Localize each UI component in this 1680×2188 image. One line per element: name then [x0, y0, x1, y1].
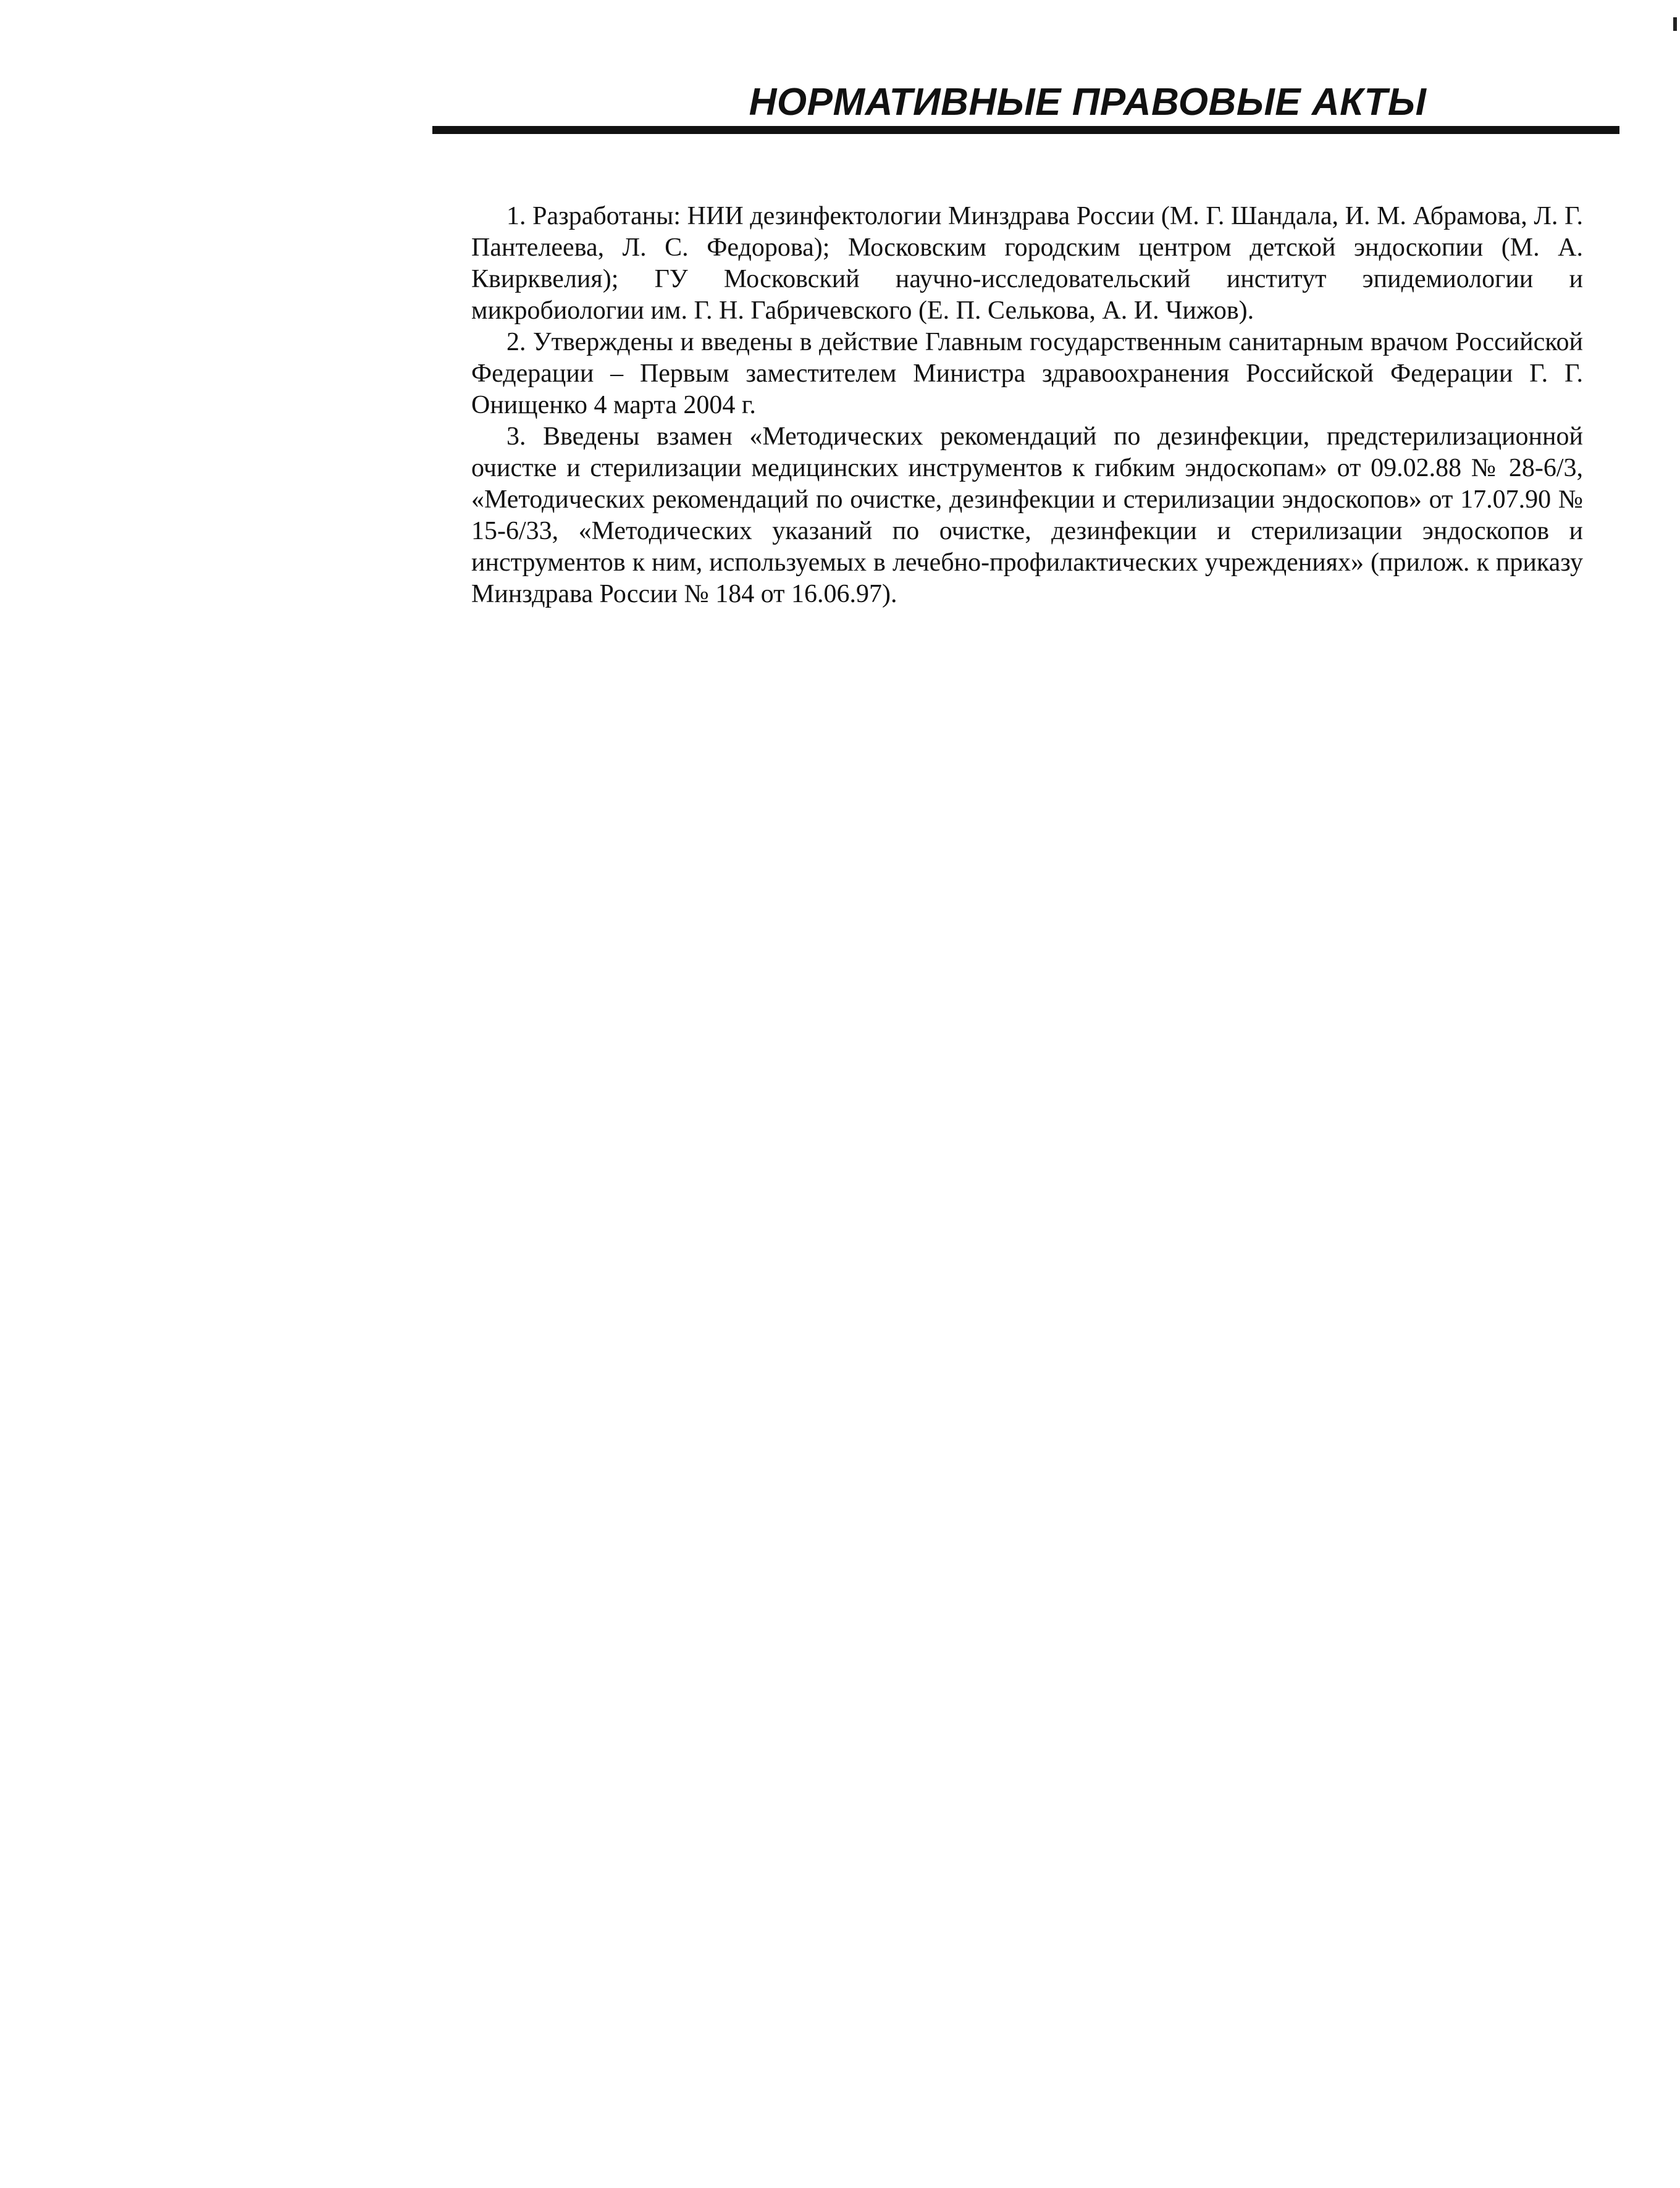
page-header — [432, 73, 1619, 137]
header-rule — [432, 126, 1619, 134]
paragraph-developers: 1. Разработаны: НИИ дезинфектологии Минздрава России (М. Г. Шандала, И. М. Абрамова, Л. Г. Пантелеева, Л. С. Федорова); Московским городским центром детской эндоскопии (М. А. Квирквелия); ГУ Московский научно-исследовательский институт эпидемиологии и микробиологии им. Г. Н. Габричевского (Е. П. Селькова, А. И. Чижов). — [471, 202, 1583, 325]
document-body — [471, 201, 1583, 610]
scan-edge-mark — [1673, 17, 1677, 31]
paragraph-replaces: 3. Введены взамен «Методических рекомендаций по дезинфекции, предстерилизационной очистке и стерилизации медицинских инструментов к гибким эндоскопам» от 09.02.88 № 28-6/3, «Методических рекомендаций по очистке, дезинфекции и стерилизации эндоскопов» от 17.07.90 № 15-6/33, «Методических указаний по очистке, дезинфекции и стерилизации эндоскопов и инструментов к ним, используемых в лечебно-профилактических учреждениях» (прилож. к приказу Минздрава России № 184 от 16.06.97). — [471, 422, 1583, 608]
section-title: НОРМАТИВНЫЕ ПРАВОВЫЕ АКТЫ — [749, 81, 1427, 124]
paragraph-approval: 2. Утверждены и введены в действие Главным государственным санитарным врачом Российской Федерации – Первым заместителем Министра здравоохранения Российской Федерации Г. Г. Онищенко 4 марта 2004 г. — [471, 328, 1583, 419]
